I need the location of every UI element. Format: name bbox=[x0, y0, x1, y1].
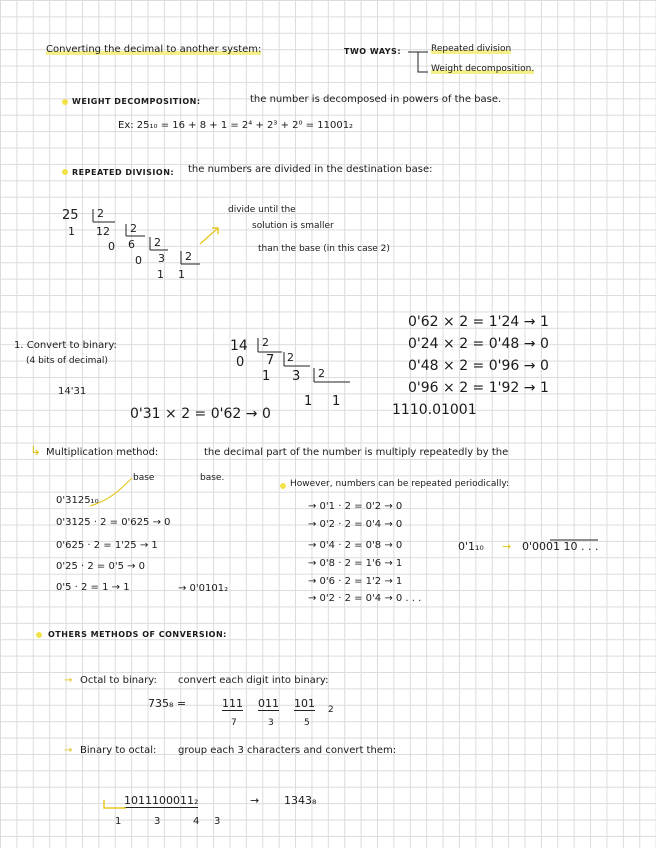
page-title: Converting the decimal to another system: bbox=[46, 44, 262, 55]
multiplication-label: Multiplication method: bbox=[46, 447, 159, 458]
binary-digit: 3 bbox=[154, 816, 161, 827]
binary-heading: Binary to octal: bbox=[80, 745, 157, 756]
periodic-decimal: 0'1₁₀ bbox=[458, 540, 484, 553]
division-divisor: 2 bbox=[130, 222, 137, 235]
octal-digit: 7 bbox=[231, 718, 237, 728]
convert-mult: 0'62 × 2 = 1'24 → 1 bbox=[408, 314, 549, 330]
binary-value: 1011100011₂ bbox=[124, 794, 199, 807]
division-quotient: 1 bbox=[332, 394, 341, 409]
weight-text: the number is decomposed in powers of the base. bbox=[250, 94, 502, 105]
division-remainder: 0 bbox=[135, 254, 142, 267]
division-divisor: 2 bbox=[262, 336, 269, 349]
arrow-icon: → bbox=[502, 540, 512, 553]
division-dividend: 25 bbox=[62, 208, 79, 223]
binary-result: 1343₈ bbox=[284, 794, 317, 807]
division-note: solution is smaller bbox=[252, 221, 334, 231]
division-remainder: 1 bbox=[304, 394, 313, 409]
periodic-line: → 0'6 · 2 = 1'2 → 1 bbox=[308, 576, 403, 587]
octal-digit: 5 bbox=[304, 718, 310, 728]
convert-mult: 0'24 × 2 = 0'48 → 0 bbox=[408, 336, 549, 352]
periodic-line: → 0'2 · 2 = 0'4 → 0 bbox=[308, 519, 403, 530]
way-repeated-division: Repeated division bbox=[431, 44, 512, 54]
division-remainder: 1 bbox=[157, 268, 164, 281]
octal-group: 011 bbox=[258, 697, 279, 710]
octal-lhs: 735₈ = bbox=[148, 697, 187, 710]
binary-digit: 4 bbox=[193, 816, 200, 827]
arrow-icon: ↳ bbox=[30, 444, 41, 459]
octal-text: convert each digit into binary: bbox=[178, 675, 329, 686]
convert-heading: 1. Convert to binary: bbox=[14, 340, 117, 351]
weight-example: Ex: 25₁₀ = 16 + 8 + 1 = 2⁴ + 2³ + 2⁰ = 11001₂ bbox=[118, 120, 354, 131]
division-remainder: 1 bbox=[68, 225, 75, 238]
periodic-binary: 0'0001 10 . . . bbox=[522, 540, 599, 553]
division-divisor: 2 bbox=[318, 367, 325, 380]
binary-text: group each 3 characters and convert them: bbox=[178, 745, 397, 756]
binary-digit: 3 bbox=[214, 816, 221, 827]
octal-group: 111 bbox=[222, 697, 243, 710]
octal-heading: Octal to binary: bbox=[80, 675, 157, 686]
convert-result: 1110.01001 bbox=[392, 402, 477, 418]
octal-group: 101 bbox=[294, 697, 315, 710]
division-note: divide until the bbox=[228, 205, 296, 215]
multiplication-base2: base. bbox=[200, 473, 225, 483]
division-quotient: 7 bbox=[266, 353, 275, 368]
mult-left-line: 0'3125₁₀ bbox=[56, 495, 99, 506]
mult-left-line: 0'5 · 2 = 1 → 1 bbox=[56, 582, 130, 593]
division-remainder: 0 bbox=[236, 355, 245, 370]
division-divisor: 2 bbox=[154, 236, 161, 249]
arrow-icon: → bbox=[64, 675, 73, 686]
mult-left-line: 0'625 · 2 = 1'25 → 1 bbox=[56, 540, 158, 551]
mult-left-result: → 0'0101₂ bbox=[178, 583, 229, 594]
arrow-icon: → bbox=[64, 745, 73, 756]
multiplication-base: base bbox=[133, 473, 155, 483]
way-weight-decomposition: Weight decomposition. bbox=[431, 64, 535, 74]
multiplication-text: the decimal part of the number is multiply repeatedly by the bbox=[204, 447, 509, 458]
division-quotient: 6 bbox=[128, 238, 135, 251]
periodic-line: → 0'8 · 2 = 1'6 → 1 bbox=[308, 558, 403, 569]
octal-digit: 3 bbox=[268, 718, 274, 728]
division-quotient: 3 bbox=[292, 369, 301, 384]
division-quotient: 1 bbox=[178, 268, 185, 281]
octal-subscript: 2 bbox=[328, 705, 334, 715]
division-note: than the base (in this case 2) bbox=[258, 244, 390, 254]
division-remainder: 1 bbox=[262, 369, 271, 384]
arrow-icon: → bbox=[250, 794, 260, 807]
convert-sub: (4 bits of decimal) bbox=[26, 356, 108, 366]
division-remainder: 0 bbox=[108, 240, 115, 253]
mult-left-line: 0'25 · 2 = 0'5 → 0 bbox=[56, 561, 146, 572]
two-ways-label: TWO WAYS: bbox=[344, 47, 402, 56]
convert-mult: 0'48 × 2 = 0'96 → 0 bbox=[408, 358, 549, 374]
division-divisor: 2 bbox=[287, 351, 294, 364]
binary-digit: 1 bbox=[115, 816, 122, 827]
mult-left-line: 0'3125 · 2 = 0'625 → 0 bbox=[56, 517, 171, 528]
others-label: OTHERS METHODS OF CONVERSION: bbox=[48, 630, 227, 639]
periodic-heading: However, numbers can be repeated periodically: bbox=[290, 479, 510, 489]
convert-number: 14'31 bbox=[58, 386, 87, 397]
division-quotient: 3 bbox=[158, 252, 165, 265]
periodic-line: → 0'4 · 2 = 0'8 → 0 bbox=[308, 540, 403, 551]
convert-mult: 0'96 × 2 = 1'92 → 1 bbox=[408, 380, 549, 396]
division-dividend: 14 bbox=[230, 338, 248, 354]
repeated-text: the numbers are divided in the destination base: bbox=[188, 164, 433, 175]
weight-label: WEIGHT DECOMPOSITION: bbox=[72, 97, 201, 106]
division-divisor: 2 bbox=[97, 207, 104, 220]
periodic-line: → 0'2 · 2 = 0'4 → 0 . . . bbox=[308, 593, 422, 604]
division-divisor: 2 bbox=[185, 250, 192, 263]
convert-line1: 0'31 × 2 = 0'62 → 0 bbox=[130, 406, 271, 422]
repeated-label: REPEATED DIVISION: bbox=[72, 168, 175, 177]
division-quotient: 12 bbox=[96, 225, 110, 238]
periodic-line: → 0'1 · 2 = 0'2 → 0 bbox=[308, 501, 403, 512]
